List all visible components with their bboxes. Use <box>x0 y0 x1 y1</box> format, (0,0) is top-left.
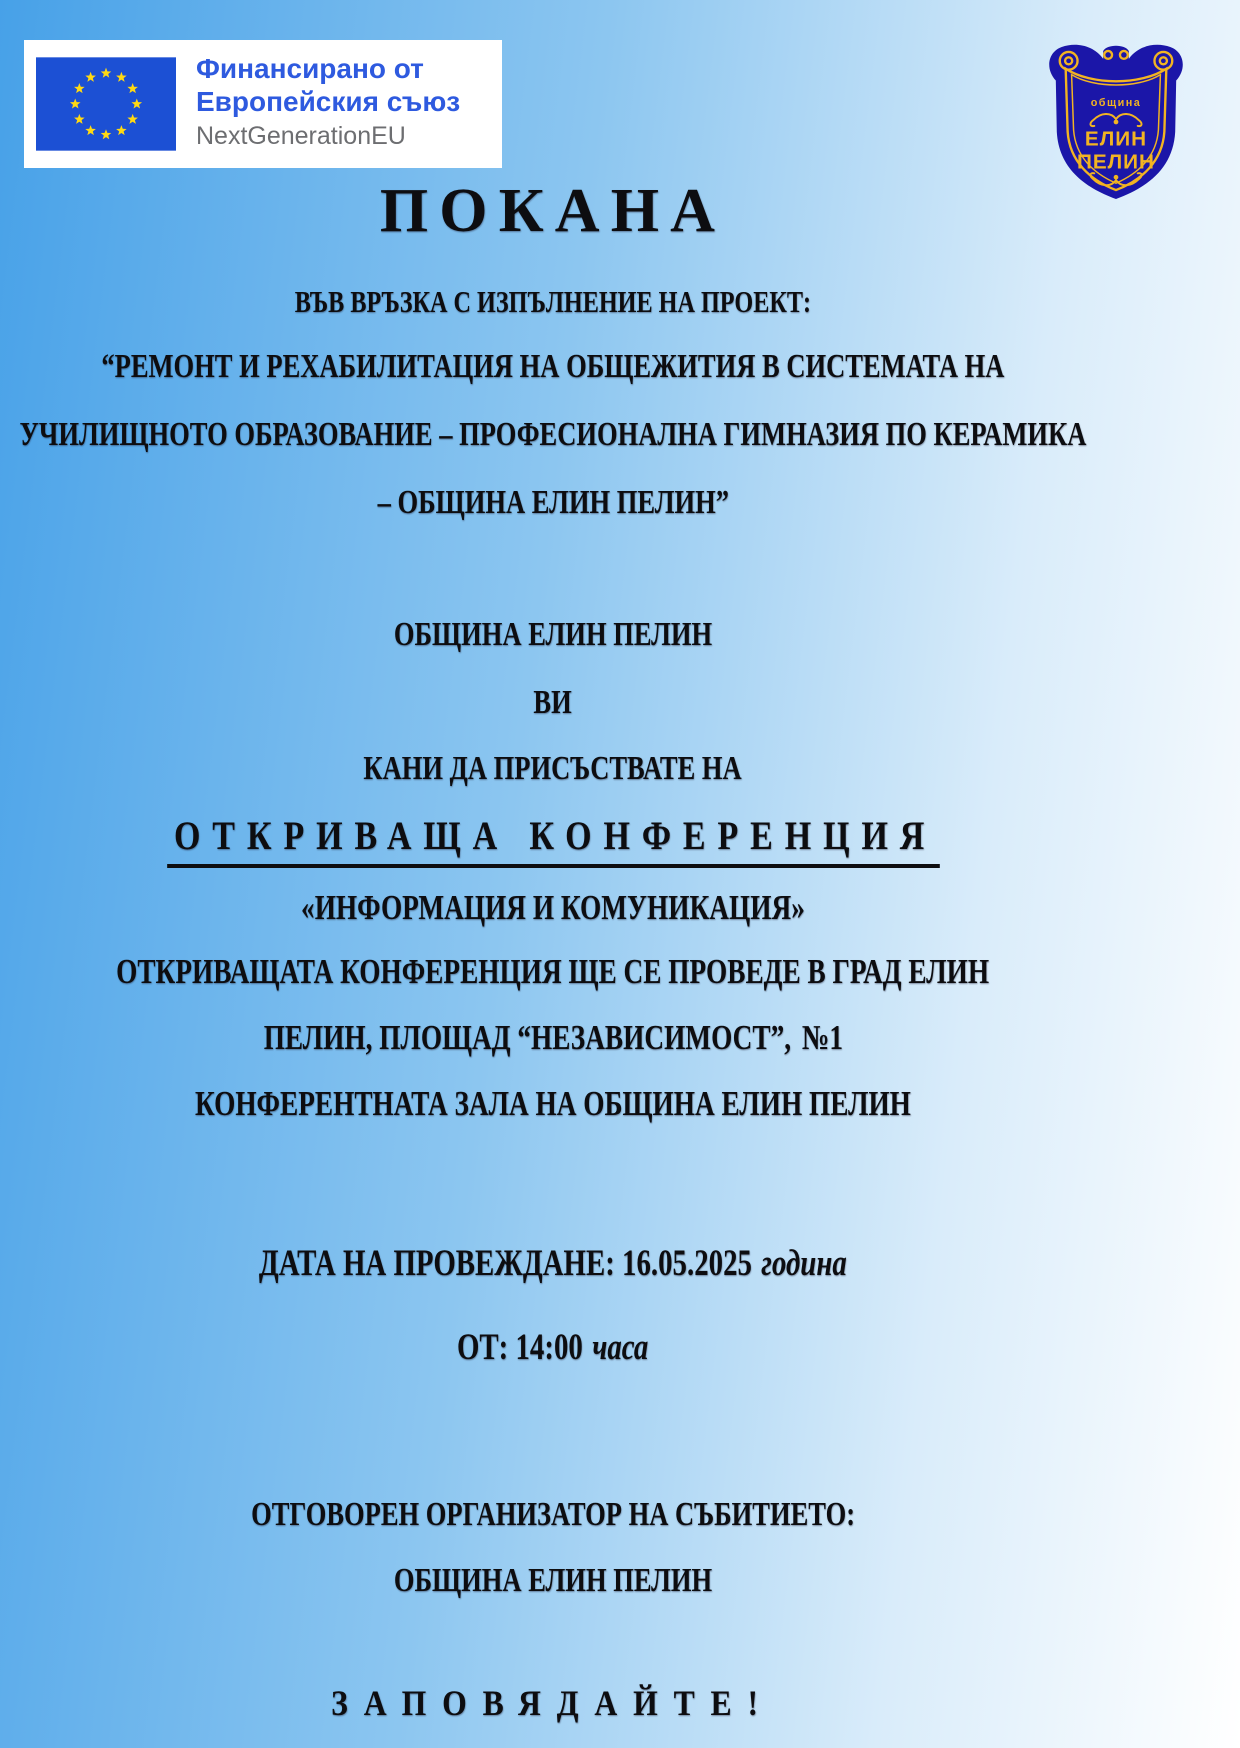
project-line-1: “РЕМОНТ И РЕХАБИЛИТАЦИЯ НА ОБЩЕЖИТИЯ В СИСТЕМАТА НА <box>101 348 1005 385</box>
eu-funding-texts <box>196 52 496 152</box>
eu-program-name: NextGenerationEU <box>196 122 406 151</box>
poster-title: ПОКАНА <box>379 177 727 245</box>
time-suffix: часа <box>592 1327 649 1368</box>
invite-line: КАНИ ДА ПРИСЪСТВАТЕ НА <box>363 750 743 787</box>
venue-line-3: КОНФЕРЕНТНАТА ЗАЛА НА ОБЩИНА ЕЛИН ПЕЛИН <box>195 1084 911 1123</box>
project-line-3: – ОБЩИНА ЕЛИН ПЕЛИН” <box>377 484 729 521</box>
venue-line-1: ОТКРИВАЩАТА КОНФЕРЕНЦИЯ ЩЕ СЕ ПРОВЕДЕ В ГРАД ЕЛИН <box>116 952 990 991</box>
date-suffix: година <box>761 1243 847 1284</box>
eu-funding-line1: Финансирано от <box>196 53 424 84</box>
host-line: ОБЩИНА ЕЛИН ПЕЛИН <box>393 616 713 653</box>
time-line <box>0 1326 1106 1369</box>
intro-line: ВЪВ ВРЪЗКА С ИЗПЪЛНЕНИЕ НА ПРОЕКТ: <box>294 284 812 319</box>
event-name-line: ОТКРИВАЩА КОНФЕРЕНЦИЯ <box>0 812 1106 868</box>
date-line <box>0 1242 1106 1285</box>
eu-flag-icon <box>36 57 176 151</box>
organizer-line-2: ОБЩИНА ЕЛИН ПЕЛИН <box>393 1562 713 1599</box>
date-text: ДАТА НА ПРОВЕЖДАНЕ: 16.05.2025 <box>259 1243 753 1284</box>
event-subtitle-line: «ИНФОРМАЦИЯ И КОМУНИКАЦИЯ» <box>301 888 805 927</box>
eu-funding-block <box>24 40 502 168</box>
venue-line-2: ПЕЛИН, ПЛОЩАД “НЕЗАВИСИМОСТ”, №1 <box>263 1018 843 1057</box>
venue-number: №1 <box>801 1018 843 1057</box>
project-line-2: УЧИЛИЩНОТО ОБРАЗОВАНИЕ – ПРОФЕСИОНАЛНА ГИМНАЗИЯ ПО КЕРАМИКА <box>19 416 1087 453</box>
emblem-top-label: община <box>1090 97 1142 110</box>
emblem-name-line2: ПЕЛИН <box>1076 150 1156 174</box>
closing-line: ЗАПОВЯДАЙТЕ! <box>331 1683 775 1723</box>
eu-funding-line2: Европейския съюз <box>196 86 461 118</box>
you-line: ВИ <box>533 684 573 721</box>
time-text: ОТ: 14:00 <box>457 1327 584 1368</box>
organizer-line-1: ОТГОВОРЕН ОРГАНИЗАТОР НА СЪБИТИЕТО: <box>251 1496 855 1533</box>
emblem-name-line1: ЕЛИН <box>1084 127 1148 151</box>
